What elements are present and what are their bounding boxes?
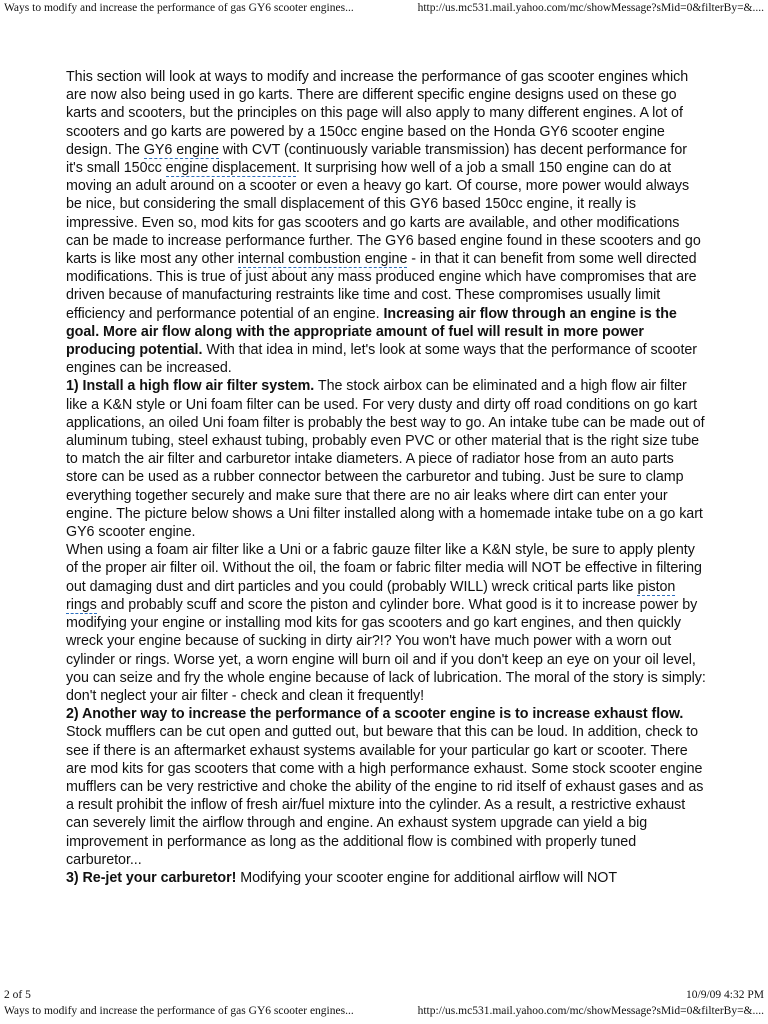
print-header-url: http://us.mc531.mail.yahoo.com/mc/showMessage?sMid=0&filterBy=&.... bbox=[417, 2, 764, 14]
keyword-link-piston-rings[interactable]: piston rings bbox=[66, 578, 676, 613]
foam-text-2: and probably scuff and score the piston and cylinder bore. What good is it to increase power by modifying your engine or installing mod kits for gas scooters and go kart engines, and then quickly wreck your engine because of sucking in dirty air?!? You won't have much power with a worn out cylinder or rings. Worse yet, a worn engine will burn oil and if you don't keep an eye on your oil level, you can seize and fry the whole engine because of lack of lubrication. The moral of the story is simply: don't neglect your air filter - check and clean it frequently! bbox=[66, 596, 706, 704]
print-timestamp: 10/9/09 4:32 PM bbox=[686, 989, 764, 1001]
print-footer bbox=[4, 1005, 764, 1017]
intro-paragraph bbox=[66, 68, 706, 377]
step-1-heading: 1) Install a high flow air filter system. bbox=[66, 378, 315, 395]
step-3-paragraph bbox=[66, 869, 706, 887]
intro-text-5: With that idea in mind, let's look at some ways that the performance of scooter engines can be increased. bbox=[66, 342, 697, 377]
step-2-paragraph bbox=[66, 705, 706, 869]
intro-text-4: - in that it can benefit from some well directed modifications. This is true of just about any mass produced engine which have compromises that are driven because of manufacturing restraints like time and cost. These compromises usually limit efficiency and performance potential of an engine. bbox=[66, 251, 697, 322]
step-2-heading: 2) Another way to increase the performance of a scooter engine is to increase exhaust flow. bbox=[66, 706, 684, 723]
print-header-title: Ways to modify and increase the performance of gas GY6 scooter engines... bbox=[4, 2, 354, 14]
keyword-link-gy6-engine[interactable]: GY6 engine bbox=[143, 141, 219, 158]
page-footer bbox=[4, 989, 764, 1001]
keyword-link-internal-combustion-engine[interactable]: internal combustion engine bbox=[237, 251, 408, 268]
intro-text-3: . It surprising how well of a job a small 150 engine can do at moving an adult around on a scooter or even a heavy go kart. Of course, more power would always be nice, but considering the small displacement of this GY6 based 150cc engine, it really is impressive. Even so, mod kits for gas scooters and go karts are available, and other modifications can be made to increase performance further. The GY6 based engine found in these scooters and go karts is like most any other bbox=[66, 160, 701, 268]
step-3-text: Modifying your scooter engine for additional airflow will NOT bbox=[236, 869, 618, 886]
print-footer-url: http://us.mc531.mail.yahoo.com/mc/showMessage?sMid=0&filterBy=&.... bbox=[417, 1005, 764, 1017]
foam-text-1: When using a foam air filter like a Uni or a fabric gauze filter like a K&N style, be sure to apply plenty of the proper air filter oil. Without the oil, the foam or fabric filter media will NOT be effective in filtering out damaging dust and dirt particles and you could (probably WILL) wreck critical parts like bbox=[66, 542, 702, 595]
print-footer-title: Ways to modify and increase the performance of gas GY6 scooter engines... bbox=[4, 1005, 354, 1017]
step-1-paragraph bbox=[66, 377, 706, 541]
step-1-text: The stock airbox can be eliminated and a high flow air filter like a K&N style or Uni foam filter can be used. For very dusty and dirty off road conditions on go kart applications, an oiled Uni foam filter is probably the best way to go. An intake tube can be made out of aluminum tubing, steel exhaust tubing, probably even PVC or other material that is the right size tube to match the air filter and carburetor intake diameters. A piece of radiator hose from an auto parts store can be used as a rubber connector between the carburetor and tubing. Just be sure to clamp everything together securely and make sure that there are no air leaks where dirt can enter your engine. The picture below shows a Uni filter installed along with a homemade intake tube on a go kart GY6 scooter engine. bbox=[66, 378, 705, 541]
article-body bbox=[66, 68, 706, 887]
intro-bold-goal: Increasing air flow through an engine is the goal. More air flow along with the appropriate amount of fuel will result in more power producing potential. bbox=[66, 305, 677, 359]
step-2-text: Stock mufflers can be cut open and gutted out, but beware that this can be loud. In addition, check to see if there is an aftermarket exhaust systems available for your particular go kart or scooter. There are mod kits for gas scooters that come with a high performance exhaust. Some stock scooter engine mufflers can be very restrictive and choke the ability of the engine to rid itself of exhaust gases and as a result prohibit the inflow of fresh air/fuel mixture into the cylinder. As a result, a restrictive exhaust can severely limit the airflow through and engine. An exhaust system upgrade can yield a big improvement in performance as long as the additional flow is combined with properly tuned carburetor... bbox=[66, 724, 704, 868]
foam-filter-paragraph bbox=[66, 541, 706, 705]
print-header bbox=[4, 2, 764, 14]
keyword-link-engine-displacement[interactable]: engine displacement bbox=[165, 160, 296, 177]
intro-text-2: with CVT (continuously variable transmission) has decent performance for it's small 150cc bbox=[66, 141, 687, 177]
page-number: 2 of 5 bbox=[4, 989, 31, 1001]
intro-text-1: This section will look at ways to modify and increase the performance of gas scooter engines which are now also being used in go karts. There are different specific engine designs used on these go karts and scooters, but the principles on this page will also apply to many different engines. A lot of scooters and go karts are powered by a 150cc engine based on the Honda GY6 scooter engine design. The bbox=[66, 69, 689, 158]
step-3-heading: 3) Re-jet your carburetor! bbox=[66, 869, 237, 886]
